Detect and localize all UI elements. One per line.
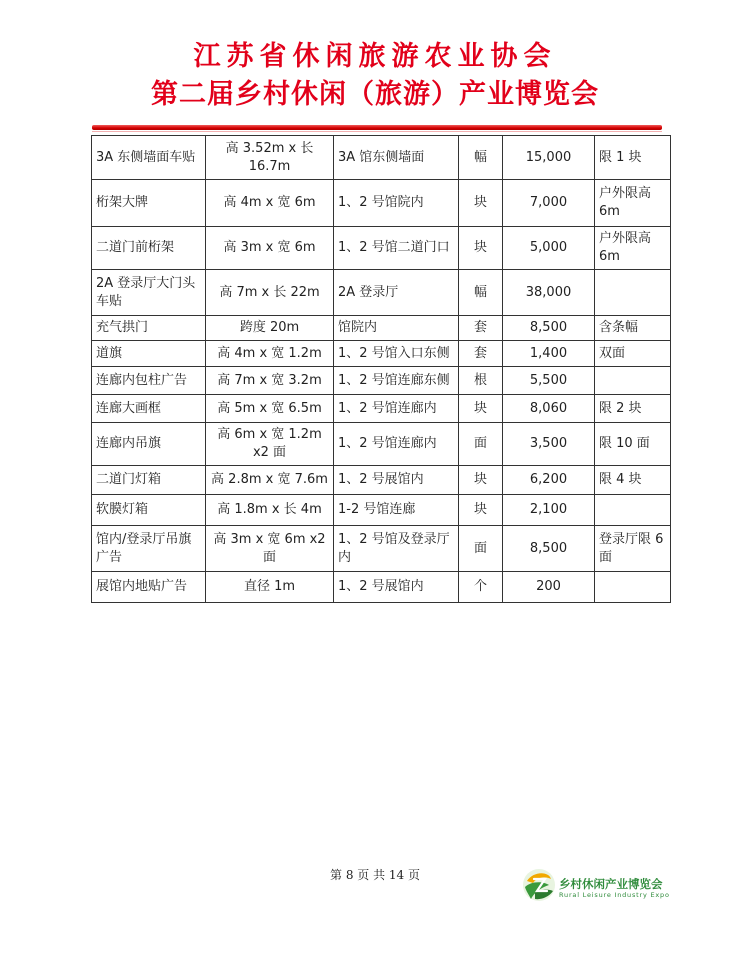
table-row <box>92 395 671 423</box>
cell-location: 1、2 号馆院内 <box>334 180 459 227</box>
cell-unit: 根 <box>459 367 503 395</box>
cell-unit: 幅 <box>459 136 503 180</box>
cell-size: 高 4m x 宽 6m <box>206 180 334 227</box>
cell-location: 1、2 号馆连廊内 <box>334 423 459 466</box>
cell-size: 高 2.8m x 宽 7.6m <box>206 466 334 495</box>
cell-price: 1,400 <box>503 341 595 367</box>
cell-price: 7,000 <box>503 180 595 227</box>
cell-note: 限 10 面 <box>595 423 671 466</box>
cell-size: 高 7m x 长 22m <box>206 270 334 316</box>
cell-item: 展馆内地贴广告 <box>92 572 206 603</box>
expo-logo-icon <box>521 867 557 903</box>
cell-location: 馆院内 <box>334 316 459 341</box>
cell-item: 2A 登录厅大门头车贴 <box>92 270 206 316</box>
cell-item: 道旗 <box>92 341 206 367</box>
cell-item: 3A 东侧墙面车贴 <box>92 136 206 180</box>
cell-price: 15,000 <box>503 136 595 180</box>
cell-note: 限 2 块 <box>595 395 671 423</box>
cell-item: 软膜灯箱 <box>92 495 206 526</box>
cell-price: 38,000 <box>503 270 595 316</box>
cell-price: 200 <box>503 572 595 603</box>
cell-price: 8,500 <box>503 526 595 572</box>
cell-size: 高 3m x 宽 6m x2 面 <box>206 526 334 572</box>
table-row <box>92 526 671 572</box>
cell-unit: 个 <box>459 572 503 603</box>
cell-unit: 套 <box>459 316 503 341</box>
cell-item: 连廊内包柱广告 <box>92 367 206 395</box>
cell-note: 双面 <box>595 341 671 367</box>
cell-price: 6,200 <box>503 466 595 495</box>
cell-price: 8,060 <box>503 395 595 423</box>
cell-note <box>595 495 671 526</box>
cell-note <box>595 270 671 316</box>
cell-note <box>595 572 671 603</box>
cell-size: 高 6m x 宽 1.2m x2 面 <box>206 423 334 466</box>
table-row <box>92 495 671 526</box>
cell-size: 高 3.52m x 长 16.7m <box>206 136 334 180</box>
cell-note: 限 4 块 <box>595 466 671 495</box>
cell-note: 含条幅 <box>595 316 671 341</box>
cell-item: 连廊内吊旗 <box>92 423 206 466</box>
header-title-line2: 第二届乡村休闲（旅游）产业博览会 <box>151 79 599 110</box>
expo-logo-name-cn: 乡村休闲产业博览会 <box>559 877 663 891</box>
table-row <box>92 136 671 180</box>
cell-unit: 面 <box>459 423 503 466</box>
cell-size: 高 5m x 宽 6.5m <box>206 395 334 423</box>
cell-unit: 幅 <box>459 270 503 316</box>
table-row <box>92 367 671 395</box>
cell-location: 1-2 号馆连廊 <box>334 495 459 526</box>
cell-price: 3,500 <box>503 423 595 466</box>
cell-unit: 块 <box>459 495 503 526</box>
cell-unit: 块 <box>459 180 503 227</box>
table-row <box>92 270 671 316</box>
cell-location: 1、2 号馆连廊内 <box>334 395 459 423</box>
cell-location: 1、2 号馆连廊东侧 <box>334 367 459 395</box>
cell-location: 1、2 号馆及登录厅内 <box>334 526 459 572</box>
cell-location: 1、2 号展馆内 <box>334 466 459 495</box>
cell-location: 1、2 号馆二道门口 <box>334 227 459 270</box>
cell-size: 高 7m x 宽 3.2m <box>206 367 334 395</box>
header-divider <box>92 125 662 130</box>
cell-size: 直径 1m <box>206 572 334 603</box>
cell-price: 8,500 <box>503 316 595 341</box>
expo-logo <box>521 867 701 907</box>
header-title-line1: 江苏省休闲旅游农业协会 <box>193 41 557 72</box>
cell-price: 2,100 <box>503 495 595 526</box>
table-row <box>92 572 671 603</box>
cell-location: 1、2 号展馆内 <box>334 572 459 603</box>
cell-item: 充气拱门 <box>92 316 206 341</box>
cell-item: 连廊大画框 <box>92 395 206 423</box>
cell-size: 高 1.8m x 长 4m <box>206 495 334 526</box>
cell-unit: 块 <box>459 466 503 495</box>
cell-location: 3A 馆东侧墙面 <box>334 136 459 180</box>
cell-price: 5,500 <box>503 367 595 395</box>
advertising-price-table <box>91 135 671 603</box>
cell-price: 5,000 <box>503 227 595 270</box>
cell-size: 跨度 20m <box>206 316 334 341</box>
table-row <box>92 316 671 341</box>
cell-note: 户外限高 6m <box>595 180 671 227</box>
cell-note: 登录厅限 6 面 <box>595 526 671 572</box>
cell-size: 高 3m x 宽 6m <box>206 227 334 270</box>
cell-item: 二道门灯箱 <box>92 466 206 495</box>
cell-note: 户外限高 6m <box>595 227 671 270</box>
cell-item: 桁架大牌 <box>92 180 206 227</box>
cell-note <box>595 367 671 395</box>
cell-unit: 面 <box>459 526 503 572</box>
table-row <box>92 180 671 227</box>
cell-location: 1、2 号馆入口东侧 <box>334 341 459 367</box>
table-row <box>92 423 671 466</box>
cell-item: 二道门前桁架 <box>92 227 206 270</box>
header-divider-shadow <box>92 131 662 132</box>
table-row <box>92 227 671 270</box>
cell-size: 高 4m x 宽 1.2m <box>206 341 334 367</box>
table-row <box>92 466 671 495</box>
cell-unit: 块 <box>459 227 503 270</box>
cell-note: 限 1 块 <box>595 136 671 180</box>
cell-item: 馆内/登录厅吊旗广告 <box>92 526 206 572</box>
page-number: 第 8 页 共 14 页 <box>330 868 420 882</box>
table-row <box>92 341 671 367</box>
cell-location: 2A 登录厅 <box>334 270 459 316</box>
expo-logo-name-en: Rural Leisure Industry Expo <box>559 891 670 899</box>
cell-unit: 块 <box>459 395 503 423</box>
cell-unit: 套 <box>459 341 503 367</box>
